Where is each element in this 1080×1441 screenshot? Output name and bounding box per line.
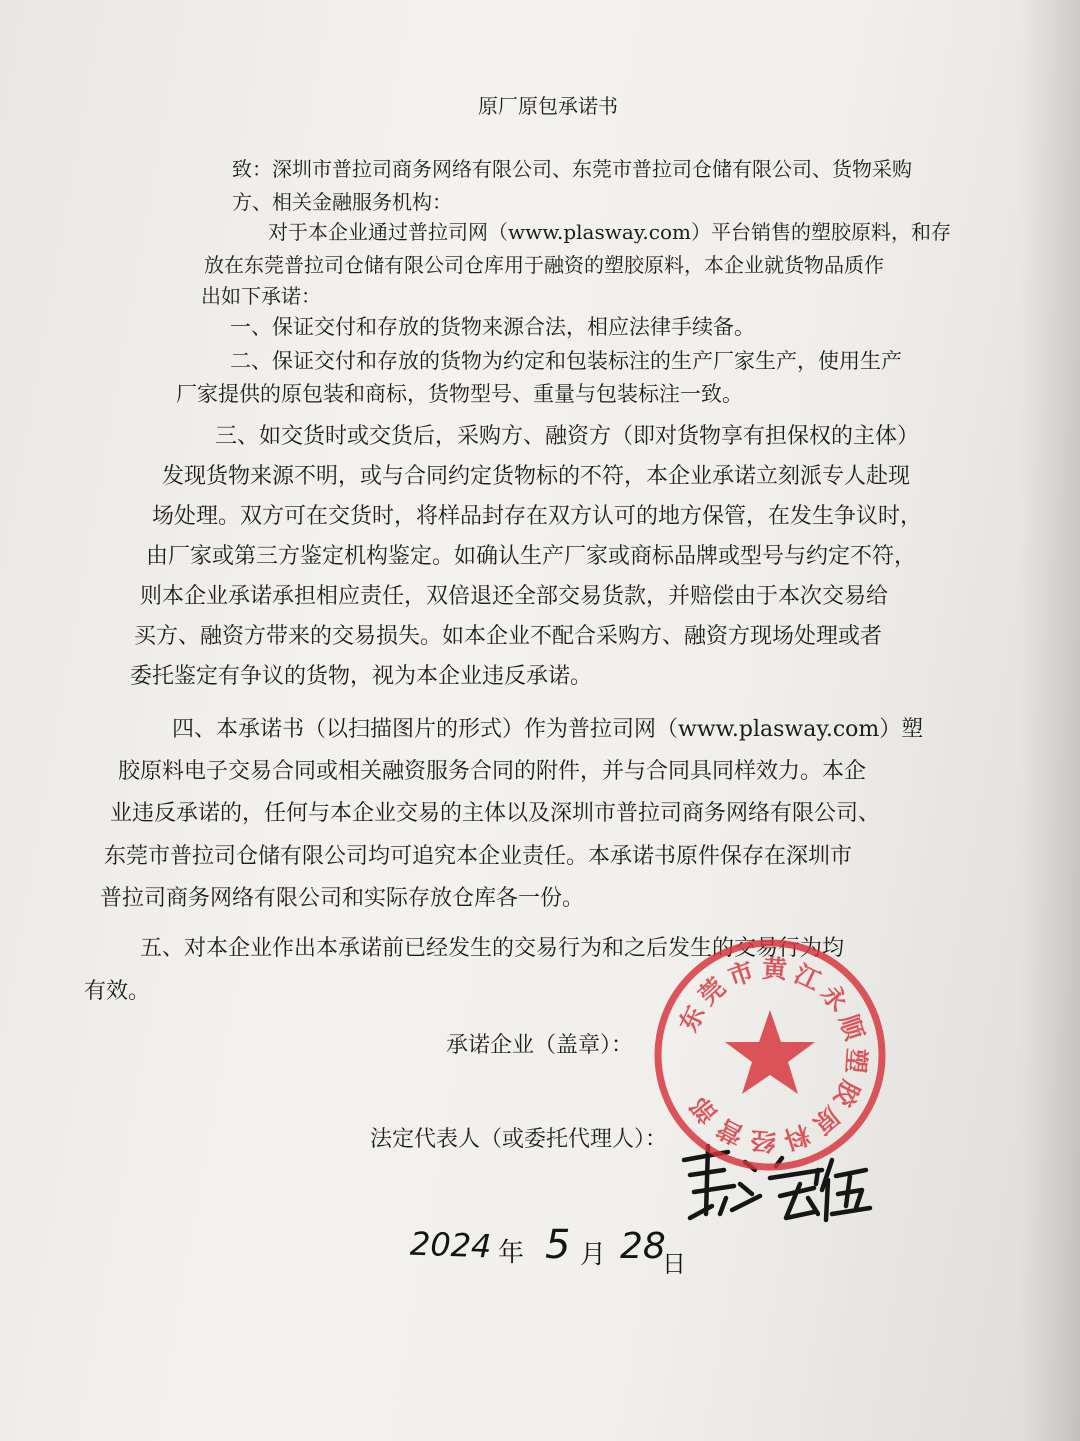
seal-character: 经 bbox=[749, 1125, 777, 1157]
date-year: 2024 bbox=[409, 1224, 493, 1266]
address-line: 方、相关金融服务机构： bbox=[232, 190, 452, 214]
clause-3-line: 场处理。双方可在交货时，将样品封存在双方认可的地方保管，在发生争议时， bbox=[152, 504, 923, 529]
seal-character: 江 bbox=[789, 959, 825, 997]
seal-character: 塑 bbox=[840, 1047, 872, 1075]
seal-character: 原 bbox=[807, 1100, 846, 1140]
seal-character: 永 bbox=[815, 979, 854, 1017]
document-title: 原厂原包承诺书 bbox=[478, 94, 618, 118]
seal-character: 胶 bbox=[828, 1075, 866, 1112]
clause-2-line: 二、保证交付和存放的货物为约定和包装标注的生产厂家生产，使用生产 bbox=[230, 349, 902, 373]
clause-5-line: 五、对本企业作出本承诺前已经发生的交易行为和之后发生的交易行为均 bbox=[140, 936, 845, 961]
date-day-unit: 日 bbox=[662, 1250, 686, 1278]
clause-3-line: 买方、融资方带来的交易损失。如本企业不配合采购方、融资方现场处理或者 bbox=[134, 624, 883, 649]
clause-4-line: 普拉司商务网络有限公司和实际存放仓库各一份。 bbox=[100, 886, 585, 911]
seal-character: 莞 bbox=[693, 972, 732, 1011]
clause-3-line: 由厂家或第三方鉴定机构鉴定。如确认生产厂家或商标品牌或型号与约定不符， bbox=[146, 544, 917, 569]
date-year-unit: 年 bbox=[498, 1238, 525, 1268]
date-day: 28 bbox=[620, 1226, 666, 1267]
clause-4-line: 四、本承诺书（以扫描图片的形式）作为普拉司网（www.plasway.com）塑 bbox=[172, 717, 924, 742]
seal-character: 市 bbox=[724, 956, 758, 992]
clause-4-line: 胶原料电子交易合同或相关融资服务合同的附件，并与合同具同样效力。本企 bbox=[118, 759, 867, 784]
clause-2-line: 厂家提供的原包装和商标，货物型号、重量与包装标注一致。 bbox=[176, 382, 743, 406]
clause-1-line: 一、保证交付和存放的货物来源合法，相应法律手续备。 bbox=[230, 315, 755, 339]
intro-line: 出如下承诺： bbox=[201, 284, 321, 308]
seal-character: 料 bbox=[780, 1119, 814, 1155]
clause-4-line: 东莞市普拉司仓储有限公司均可追究本企业责任。本承诺书原件保存在深圳市 bbox=[104, 844, 853, 869]
address-line: 致：深圳市普拉司商务网络有限公司、东莞市普拉司仓储有限公司、货物采购 bbox=[232, 157, 912, 181]
intro-line: 对于本企业通过普拉司网（www.plasway.com）平台销售的塑胶原料，和存 bbox=[268, 220, 951, 244]
seal-character: 顺 bbox=[833, 1010, 870, 1044]
representative-label: 法定代表人（或委托代理人）： bbox=[370, 1127, 668, 1152]
seal-character: 东 bbox=[673, 1001, 711, 1037]
clause-3-line: 则本企业承诺承担相应责任，双倍退还全部交易货款，并赔偿由于本次交易给 bbox=[140, 584, 889, 609]
clause-3-line: 发现货物来源不明，或与合同约定货物标的不符，本企业承诺立刻派专人赴现 bbox=[162, 464, 911, 489]
date-month-unit: 月 bbox=[580, 1240, 607, 1270]
seal-character: 部 bbox=[684, 1091, 724, 1130]
intro-line: 放在东莞普拉司仓储有限公司仓库用于融资的塑胶原料，本企业就货物品质作 bbox=[204, 253, 884, 277]
seal-character: 黄 bbox=[761, 953, 788, 985]
clause-4-line: 业违反承诺的，任何与本企业交易的主体以及深圳市普拉司商务网络有限公司、 bbox=[110, 801, 881, 826]
date-month: 5 bbox=[545, 1222, 571, 1268]
seal-label: 承诺企业（盖章）： bbox=[446, 1033, 634, 1058]
clause-3-line: 委托鉴定有争议的货物，视为本企业违反承诺。 bbox=[130, 664, 593, 689]
seal-character: 营 bbox=[712, 1112, 749, 1151]
clause-5-line: 有效。 bbox=[84, 979, 151, 1004]
clause-3-line: 三、如交货时或交货后，采购方、融资方（即对货物享有担保权的主体） bbox=[215, 424, 920, 449]
